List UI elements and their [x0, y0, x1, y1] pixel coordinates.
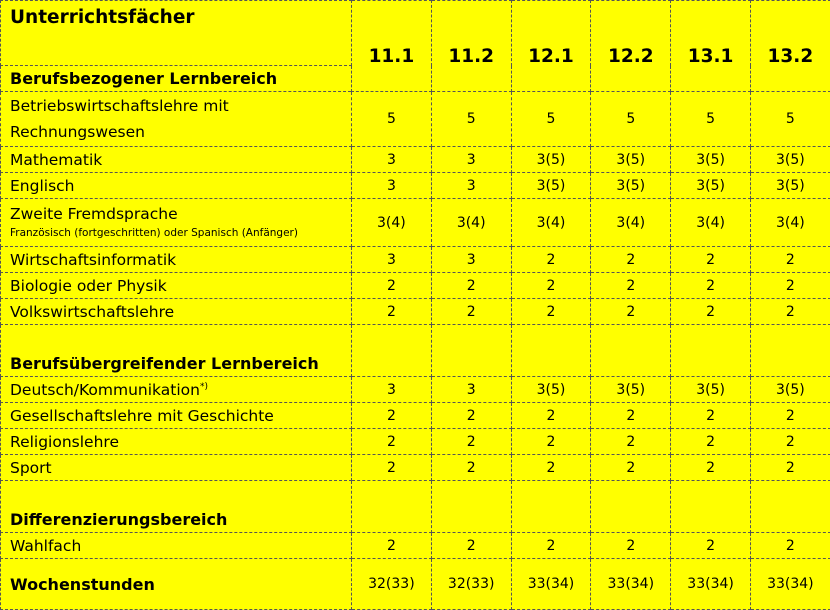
- hours-cell: 3: [352, 247, 432, 273]
- hours-cell: 2: [750, 403, 830, 429]
- hours-cell: 2: [591, 273, 671, 299]
- hours-cell: 3(4): [431, 199, 511, 247]
- total-cell: 33(34): [750, 559, 830, 610]
- hours-cell: 5: [750, 92, 830, 147]
- hours-cell: 2: [431, 299, 511, 325]
- semester-header: 13.1: [671, 1, 751, 92]
- hours-cell: 3(4): [591, 199, 671, 247]
- hours-cell: 3(5): [591, 147, 671, 173]
- subject-name: Wirtschaftsinformatik: [1, 247, 352, 273]
- total-row: [1, 559, 830, 610]
- table-row: [1, 403, 830, 429]
- total-cell: 32(33): [431, 559, 511, 610]
- hours-cell: 2: [750, 533, 830, 559]
- hours-cell: 2: [671, 403, 751, 429]
- semester-header: 12.1: [511, 1, 591, 92]
- subject-name: [1, 377, 352, 403]
- section-title: Differenzierungsbereich: [1, 481, 352, 533]
- hours-cell: 2: [352, 299, 432, 325]
- table-row: [1, 533, 830, 559]
- hours-cell: 2: [511, 533, 591, 559]
- section-title: Berufsübergreifender Lernbereich: [1, 325, 352, 377]
- hours-cell: 2: [511, 299, 591, 325]
- subject-name: Wahlfach: [1, 533, 352, 559]
- section-header-row: [1, 481, 830, 533]
- hours-cell: 2: [431, 455, 511, 481]
- hours-cell: 2: [352, 533, 432, 559]
- hours-cell: 2: [671, 273, 751, 299]
- hours-cell: 3(5): [591, 377, 671, 403]
- hours-cell: 3(5): [671, 377, 751, 403]
- hours-cell: 3: [431, 147, 511, 173]
- footnote-mark: *): [199, 381, 208, 392]
- hours-cell: 2: [352, 455, 432, 481]
- total-label: Wochenstunden: [1, 559, 352, 610]
- hours-cell: 3(5): [750, 377, 830, 403]
- hours-cell: 3: [431, 377, 511, 403]
- table-row: [1, 299, 830, 325]
- hours-cell: 2: [431, 533, 511, 559]
- hours-cell: 3(4): [671, 199, 751, 247]
- subject-name: Englisch: [1, 173, 352, 199]
- semester-header: 11.1: [352, 1, 432, 92]
- hours-cell: 2: [750, 299, 830, 325]
- hours-cell: 3(5): [511, 147, 591, 173]
- section-header-row: [1, 325, 830, 377]
- table-row: [1, 147, 830, 173]
- hours-cell: 3: [352, 173, 432, 199]
- hours-cell: 2: [352, 273, 432, 299]
- hours-cell: 2: [750, 247, 830, 273]
- hours-cell: 2: [511, 403, 591, 429]
- hours-cell: 2: [750, 273, 830, 299]
- hours-cell: 2: [671, 455, 751, 481]
- total-cell: 33(34): [511, 559, 591, 610]
- total-cell: 33(34): [671, 559, 751, 610]
- subject-name: Biologie oder Physik: [1, 273, 352, 299]
- subject-name: Religionslehre: [1, 429, 352, 455]
- table-row: [1, 455, 830, 481]
- hours-cell: 2: [591, 299, 671, 325]
- hours-cell: 3(5): [511, 377, 591, 403]
- hours-cell: 5: [671, 92, 751, 147]
- hours-cell: 5: [431, 92, 511, 147]
- table-row: [1, 273, 830, 299]
- hours-cell: 2: [431, 429, 511, 455]
- hours-cell: 2: [671, 429, 751, 455]
- header-row: [1, 1, 830, 66]
- subject-note: Französisch (fortgeschritten) oder Spanisch (Anfänger): [10, 226, 298, 239]
- table-row: [1, 247, 830, 273]
- hours-cell: 2: [671, 247, 751, 273]
- hours-cell: 2: [591, 455, 671, 481]
- hours-cell: 2: [591, 247, 671, 273]
- hours-cell: 2: [671, 533, 751, 559]
- subject-name: Betriebswirtschaftslehre mit Rechnungswesen: [1, 92, 352, 147]
- hours-cell: 2: [511, 455, 591, 481]
- hours-cell: 3(5): [750, 147, 830, 173]
- hours-cell: 2: [511, 429, 591, 455]
- subject-title: Deutsch/Kommunikation: [10, 380, 200, 399]
- hours-cell: 2: [431, 273, 511, 299]
- hours-cell: 5: [511, 92, 591, 147]
- hours-cell: 2: [511, 247, 591, 273]
- hours-cell: 3(4): [352, 199, 432, 247]
- hours-cell: 2: [431, 403, 511, 429]
- subject-name: Gesellschaftslehre mit Geschichte: [1, 403, 352, 429]
- hours-cell: 3(5): [671, 147, 751, 173]
- hours-cell: 2: [352, 429, 432, 455]
- table-row: [1, 173, 830, 199]
- hours-cell: 2: [511, 273, 591, 299]
- table-row: [1, 199, 830, 247]
- hours-cell: 3(5): [511, 173, 591, 199]
- hours-cell: 2: [750, 455, 830, 481]
- hours-cell: 2: [591, 429, 671, 455]
- semester-header: 13.2: [750, 1, 830, 92]
- hours-cell: 3(4): [511, 199, 591, 247]
- subject-name: [1, 199, 352, 247]
- semester-header: 11.2: [431, 1, 511, 92]
- hours-cell: 3: [352, 147, 432, 173]
- hours-cell: 2: [591, 403, 671, 429]
- subject-name: Sport: [1, 455, 352, 481]
- hours-cell: 3(5): [591, 173, 671, 199]
- hours-cell: 5: [352, 92, 432, 147]
- total-cell: 32(33): [352, 559, 432, 610]
- subject-name: Mathematik: [1, 147, 352, 173]
- hours-cell: 2: [750, 429, 830, 455]
- hours-cell: 3(5): [750, 173, 830, 199]
- hours-cell: 2: [352, 403, 432, 429]
- section-title: Berufsbezogener Lernbereich: [1, 66, 352, 92]
- hours-cell: 3: [352, 377, 432, 403]
- table-title: Unterrichtsfächer: [1, 1, 352, 66]
- hours-cell: 3: [431, 173, 511, 199]
- hours-cell: 3(4): [750, 199, 830, 247]
- hours-cell: 3: [431, 247, 511, 273]
- hours-cell: 5: [591, 92, 671, 147]
- subject-title: Zweite Fremdsprache: [10, 204, 178, 223]
- semester-header: 12.2: [591, 1, 671, 92]
- hours-cell: 3(5): [671, 173, 751, 199]
- hours-cell: 2: [671, 299, 751, 325]
- hours-cell: 2: [591, 533, 671, 559]
- table-row: [1, 429, 830, 455]
- total-cell: 33(34): [591, 559, 671, 610]
- table-row: [1, 377, 830, 403]
- table-row: [1, 92, 830, 147]
- subject-name: Volkswirtschaftslehre: [1, 299, 352, 325]
